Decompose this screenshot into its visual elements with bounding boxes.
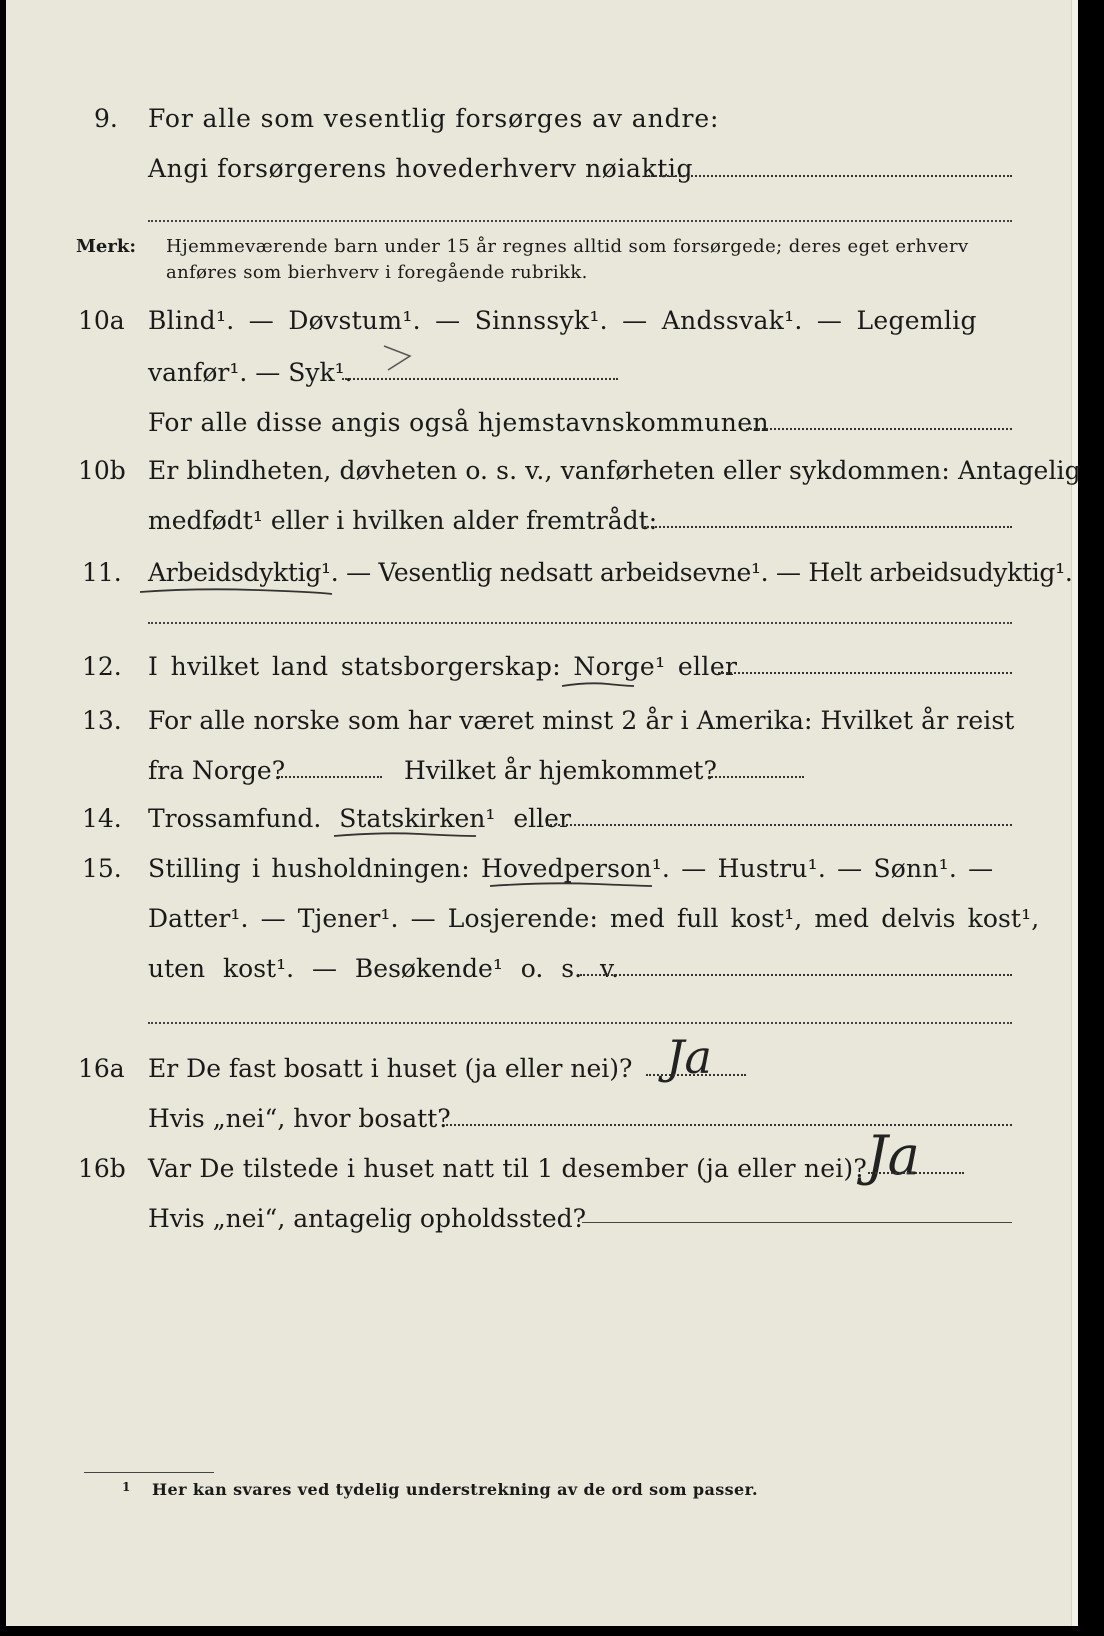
q10a-number: 10a xyxy=(78,306,125,335)
q11-line1: Arbeidsdyktig¹. — Vesentlig nedsatt arbeidsevne¹. — Helt arbeidsudyktig¹. xyxy=(148,558,1073,587)
q16b-opholdssted-line[interactable] xyxy=(582,1222,1012,1223)
q14-line1: Trossamfund. Statskirken¹ eller xyxy=(148,804,571,833)
q10a-line1: Blind¹. — Døvstum¹. — Sinnssyk¹. — Andssvak¹. — Legemlig xyxy=(148,306,977,335)
q16a-line2: Hvis „nei“, hvor bosatt? xyxy=(148,1104,451,1133)
q16a-answer-line[interactable] xyxy=(646,1074,746,1076)
q11-number: 11. xyxy=(82,558,122,587)
merk-label: Merk: xyxy=(76,236,136,257)
q10b-line1: Er blindheten, døvheten o. s. v., vanførheten eller sykdommen: Antagelig xyxy=(148,456,1081,485)
footnote-rule xyxy=(84,1472,214,1473)
q11-answer-line[interactable] xyxy=(148,622,1012,624)
q13-number: 13. xyxy=(82,706,122,735)
page-edge xyxy=(1071,0,1078,1626)
q13-line2a: fra Norge? xyxy=(148,756,286,785)
underline-mark xyxy=(558,678,638,692)
q10a-hjemstavn-line[interactable] xyxy=(746,428,1012,430)
merk-line1: Hjemmeværende barn under 15 år regnes alltid som forsørgede; deres eget erhverv xyxy=(166,236,969,257)
q15-answer-line[interactable] xyxy=(580,974,1012,976)
q9-answer-line-2[interactable] xyxy=(148,220,1012,222)
q10b-answer-line[interactable] xyxy=(644,526,1012,528)
q10a-answer-line[interactable] xyxy=(342,378,618,380)
merk-line2: anføres som bierhverv i foregående rubrikk. xyxy=(166,262,588,283)
q10b-line2: medfødt¹ eller i hvilken alder fremtrådt: xyxy=(148,506,658,535)
q12-answer-line[interactable] xyxy=(718,672,1012,674)
underline-mark xyxy=(330,828,480,842)
q14-number: 14. xyxy=(82,804,122,833)
q12-line1: I hvilket land statsborgerskap: Norge¹ eller xyxy=(148,652,738,681)
census-form-page xyxy=(6,0,1081,1626)
q16b-line1: Var De tilstede i huset natt til 1 desember (ja eller nei)? xyxy=(148,1154,867,1183)
q16b-handwritten-answer[interactable]: Ja xyxy=(866,1124,920,1187)
underline-mark xyxy=(486,878,656,892)
q10b-number: 10b xyxy=(78,456,126,485)
check-mark xyxy=(378,340,422,376)
q13-reist-line[interactable] xyxy=(278,776,382,778)
q15-line3: uten kost¹. — Besøkende¹ o. s. v. xyxy=(148,954,620,983)
q15-line1: Stilling i husholdningen: Hovedperson¹. — Hustru¹. — Sønn¹. — xyxy=(148,854,994,883)
q9-line2: Angi forsørgerens hovederhverv nøiaktig xyxy=(148,154,694,183)
q15-number: 15. xyxy=(82,854,122,883)
q16b-line2: Hvis „nei“, antagelig opholdssted? xyxy=(148,1204,587,1233)
q9-answer-line[interactable] xyxy=(648,175,1012,177)
q14-answer-line[interactable] xyxy=(546,824,1012,826)
q16b-answer-line[interactable] xyxy=(868,1172,964,1174)
q16a-handwritten-answer[interactable]: Ja xyxy=(666,1030,712,1084)
q13-hjemkommet-line[interactable] xyxy=(708,776,804,778)
q15-line2: Datter¹. — Tjener¹. — Losjerende: med full kost¹, med delvis kost¹, xyxy=(148,904,1040,933)
q9-line1: For alle som vesentlig forsørges av andre: xyxy=(148,104,720,133)
q16a-bosatt-line[interactable] xyxy=(446,1124,1012,1126)
footnote-text: Her kan svares ved tydelig understrekning av de ord som passer. xyxy=(152,1480,758,1499)
q10a-line3: For alle disse angis også hjemstavnskommunen xyxy=(148,408,769,437)
q16a-line1: Er De fast bosatt i huset (ja eller nei)? xyxy=(148,1054,633,1083)
q15-answer-line-2[interactable] xyxy=(148,1022,1012,1024)
q9-number: 9. xyxy=(94,104,118,133)
q10a-line2: vanfør¹. — Syk¹. xyxy=(148,358,353,387)
footnote-mark: 1 xyxy=(122,1480,131,1494)
q13-line1: For alle norske som har været minst 2 år i Amerika: Hvilket år reist xyxy=(148,706,1015,735)
q12-number: 12. xyxy=(82,652,122,681)
underline-mark xyxy=(136,584,336,598)
q13-line2b: Hvilket år hjemkommet? xyxy=(404,756,717,785)
q16a-number: 16a xyxy=(78,1054,125,1083)
q16b-number: 16b xyxy=(78,1154,126,1183)
